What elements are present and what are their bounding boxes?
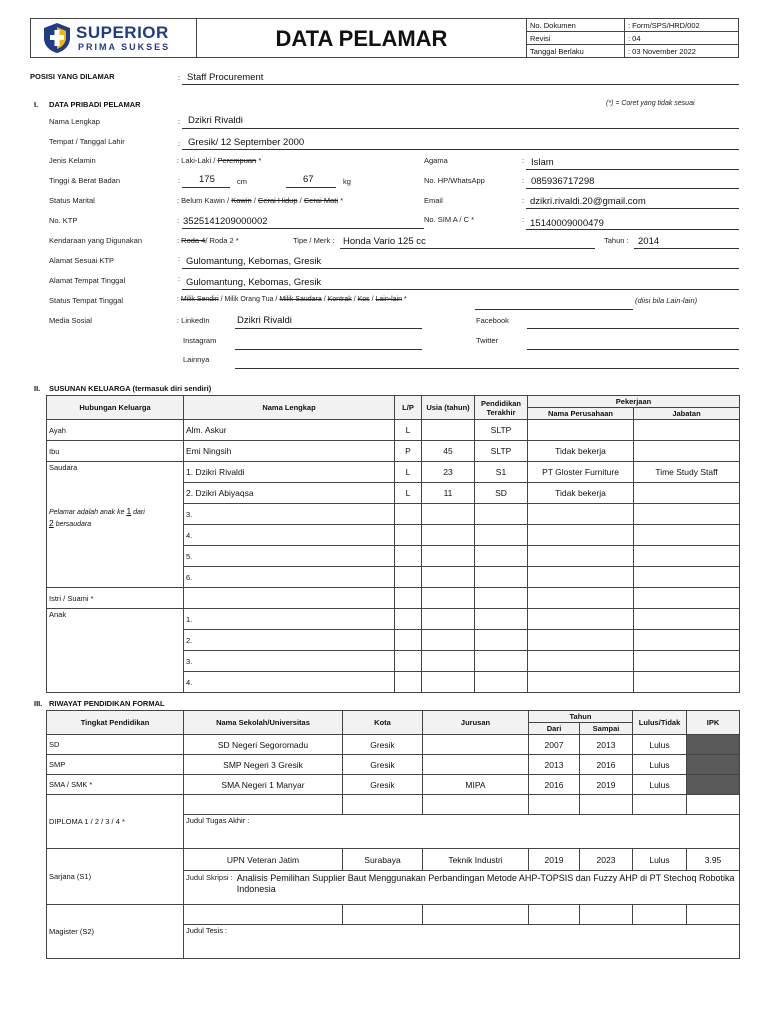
skripsi-cell [184,871,740,905]
kota-cell: Gresik [343,735,423,755]
doc-info-table [526,18,739,58]
logo-text-prima: PRIMA SUKSES [78,42,171,52]
stt-option-struck: Kontrak [327,296,352,303]
ipk-cell-shaded [687,755,740,775]
pend-cell [475,588,528,609]
hp-label: No. HP/WhatsApp [424,176,485,185]
ig-label: Instagram [183,336,217,345]
kota-cell: Surabaya [343,849,423,871]
doc-key: Tanggal Berlaku [527,45,625,58]
colon: : [178,139,181,148]
th-perusahaan: Nama Perusahaan [528,408,634,420]
per-cell [528,567,634,588]
lulus-cell [633,905,687,925]
dari-cell [529,795,580,815]
per-cell: Tidak bekerja [528,441,634,462]
kend-option: / Roda 2 * [205,236,239,245]
sm-option: Belum Kawin / [181,196,230,205]
berat-line [286,187,336,188]
fb-label: Facebook [476,316,509,325]
lulus-cell: Lulus [633,849,687,871]
jab-cell [634,525,740,546]
lp-cell [395,546,422,567]
tipe-line [340,248,595,249]
pend-cell [475,525,528,546]
kota-cell: Gresik [343,755,423,775]
sim-label: No. SIM A / C * [424,215,475,224]
table-row [47,755,740,775]
ms-label: Media Sosial [49,316,92,325]
per-cell [528,420,634,441]
tb-label: Tinggi & Berat Badan [49,176,121,185]
th-jurusan: Jurusan [423,711,529,735]
jurusan-cell: MIPA [423,775,529,795]
table-row [47,905,740,925]
jab-cell [634,651,740,672]
pend-cell [475,504,528,525]
tw-label: Twitter [476,336,499,345]
th-lp: L/P [395,396,422,420]
jab-cell [634,546,740,567]
nama-cell: 6. [184,567,395,588]
sekolah-cell: SMP Negeri 3 Gresik [184,755,343,775]
lp-cell [395,525,422,546]
kota-cell [343,905,423,925]
tingkat-cell: SMA / SMK * [47,775,184,795]
th-dari: Dari [529,723,580,735]
sep: / [353,296,356,303]
aktp-value: Gulomantung, Kebomas, Gresik [186,256,322,267]
sim-value: 15140009000479 [530,218,604,229]
hp-line [526,188,739,189]
usia-cell: 23 [422,462,475,483]
berat-value: 67 [303,174,314,185]
dari-cell: 2007 [529,735,580,755]
lp-cell [395,651,422,672]
asterisk: * [340,196,344,205]
saudara-label: Saudara [49,463,78,472]
th-sampai: Sampai [580,723,633,735]
usia-cell [422,609,475,630]
jurusan-cell [423,735,529,755]
sampai-cell: 2019 [580,775,633,795]
section-2-title: SUSUNAN KELUARGA (termasuk diri sendiri) [49,384,212,393]
jab-cell [634,504,740,525]
usia-cell: 45 [422,441,475,462]
tipe-value: Honda Vario 125 cc [343,236,426,247]
lp-cell: L [395,462,422,483]
sm-option-struck: Cerai Hidup [257,196,298,205]
per-cell [528,546,634,567]
lp-cell [395,672,422,693]
colon: : [178,117,181,126]
fb-line [527,328,739,329]
agama-line [526,169,739,170]
kota-cell: Gresik [343,775,423,795]
family-table [46,395,740,693]
sep: / [253,196,256,205]
tipe-label: Tipe / Merk : [293,236,335,245]
company-logo [42,22,72,54]
ipk-cell [687,795,740,815]
education-table [46,710,740,959]
stt-note: (diisi bila Lain-lain) [635,296,698,305]
th-lulus: Lulus/Tidak [633,711,687,735]
th-jabatan: Jabatan [634,408,740,420]
tinggi-line [182,187,230,188]
stt-label: Status Tempat Tinggal [49,296,124,305]
th-kota: Kota [343,711,423,735]
dari-value: 2 [49,518,54,528]
stt-value: : Milik Sendiri / Milik Orang Tua / Milik Saudara / Kontrak / Kos / Lain-lain * [177,296,407,303]
per-cell [528,525,634,546]
stt-option-struck: Lain-lain [375,296,402,303]
aktp-line [182,268,739,269]
jk-label: Jenis Kelamin [49,156,96,165]
jk-option: Laki-Laki / [181,156,216,165]
sekolah-cell: SD Negeri Segoromadu [184,735,343,755]
sekolah-cell: SMA Negeri 1 Manyar [184,775,343,795]
sekolah-cell: UPN Veteran Jatim [184,849,343,871]
email-value: dzikri.rivaldi.20@gmail.com [530,196,646,207]
usia-cell [422,567,475,588]
ig-line [235,349,422,350]
th-sekolah: Nama Sekolah/Universitas [184,711,343,735]
colon: : [522,196,525,205]
th-pekerjaan: Pekerjaan [528,396,740,408]
kend-value: : Roda 4/ Roda 2 * [177,236,239,245]
sm-option-struck: Kawin [231,196,252,205]
colon: : [522,156,525,165]
agama-label: Agama [424,156,448,165]
ipk-cell-shaded [687,735,740,755]
bersaudara-text: bersaudara [55,521,92,528]
section-3-title: RIWAYAT PENDIDIKAN FORMAL [49,699,165,708]
colon: : [522,176,525,185]
usia-cell [422,504,475,525]
jurusan-cell [423,755,529,775]
sampai-cell: 2023 [580,849,633,871]
diploma-cell: DIPLOMA 1 / 2 / 3 / 4 * [47,795,184,849]
stt-option-struck: Milik Saudara [279,296,322,303]
lp-cell: L [395,420,422,441]
skripsi-label: Judul Skripsi : [186,873,233,882]
tugas-akhir-cell: Judul Tugas Akhir : [184,815,740,849]
lulus-cell: Lulus [633,755,687,775]
page-title: DATA PELAMAR [275,26,448,51]
lp-cell: L [395,483,422,504]
section-1-number: I. [34,100,39,109]
dari-cell: 2013 [529,755,580,775]
per-cell [528,672,634,693]
ipk-cell-shaded [687,775,740,795]
th-nama: Nama Lengkap [184,396,395,420]
usia-cell [422,525,475,546]
th-pend: Pendidikan Terakhir [475,396,528,420]
nama-cell: 3. [184,651,395,672]
istri-cell: Istri / Suami * [47,588,184,609]
sampai-cell: 2013 [580,735,633,755]
pend-cell [475,546,528,567]
colon: : [178,254,181,263]
agama-value: Islam [531,157,554,168]
jk-option-struck: Perempuan [217,156,257,165]
anakke-text: Pelamar adalah anak ke [49,509,125,516]
nama-label: Nama Lengkap [49,117,100,126]
tinggi-value: 175 [199,174,215,185]
s1-cell: Sarjana (S1) [47,849,184,905]
saudara-cell [47,462,184,588]
th-hub: Hubungan Keluarga [47,396,184,420]
per-cell [528,504,634,525]
li-text: LinkedIn [181,316,210,325]
sampai-cell [580,795,633,815]
nama-cell: 1. Dzikri Rivaldi [184,462,395,483]
colon: : [178,176,181,185]
usia-cell [422,420,475,441]
sep: / [371,296,374,303]
th-tingkat: Tingkat Pendidikan [47,711,184,735]
li-value: Dzikri Rivaldi [237,315,292,326]
ipk-cell [687,905,740,925]
nama-cell: Emi Ningsih [184,441,395,462]
tingkat-cell: SMP [47,755,184,775]
kg-unit: kg [343,177,351,186]
ttl-label: Tempat / Tanggal Lahir [49,137,125,146]
per-cell: Tidak bekerja [528,483,634,504]
ktp-line [182,228,424,229]
lulus-cell: Lulus [633,735,687,755]
stt-option-struck: Kos [357,296,370,303]
nama-cell: Alm. Askur [184,420,395,441]
sampai-cell [580,905,633,925]
sim-line [526,229,739,230]
ttl-value: Gresik/ 12 September 2000 [188,137,305,148]
nama-cell: 2. [184,630,395,651]
pend-cell: S1 [475,462,528,483]
pend-cell [475,672,528,693]
per-cell [528,609,634,630]
doc-key: No. Dokumen [527,19,625,32]
jk-value: : Laki-Laki / Perempuan * [177,156,262,165]
jab-cell [634,441,740,462]
nama-cell: 5. [184,546,395,567]
section-2-number: II. [34,384,41,393]
asterisk: * [403,296,407,303]
logo-text-superior: SUPERIOR [76,23,169,42]
aktp-label: Alamat Sesuai KTP [49,256,115,265]
th-tahun: Tahun [529,711,633,723]
lp-cell [395,504,422,525]
jurusan-cell [423,905,529,925]
att-value: Gulomantung, Kebomas, Gresik [186,277,322,288]
lulus-cell: Lulus [633,775,687,795]
sm-value: : Belum Kawin / Kawin / Cerai Hidup / Cerai Mati * [177,196,344,205]
section-1-note: (*) = Coret yang tidak sesuai [606,100,695,107]
table-row [47,588,740,609]
th-ipk: IPK [687,711,740,735]
li-line [235,328,422,329]
email-label: Email [424,196,443,205]
usia-cell [422,546,475,567]
pend-cell [475,609,528,630]
colon: : [178,73,181,82]
jab-cell [634,420,740,441]
ttl-line [182,149,739,150]
cm-unit: cm [237,177,247,186]
sm-label: Status Marital [49,196,95,205]
per-cell [528,630,634,651]
table-row [47,795,740,815]
jab-cell [634,609,740,630]
rel-cell: Ibu [47,441,184,462]
anak-cell: Anak [47,609,184,693]
ln-label: Lainnya [183,355,210,364]
ipk-cell: 3.95 [687,849,740,871]
ktp-label: No. KTP [49,216,78,225]
tahun-label: Tahun : [604,236,629,245]
nama-cell: 1. [184,609,395,630]
table-row [47,775,740,795]
nama-cell: 4. [184,672,395,693]
lp-cell [395,567,422,588]
usia-cell [422,651,475,672]
ktp-value: 3525141209000002 [183,216,268,227]
jab-cell [634,588,740,609]
section-3-number: III. [34,699,43,708]
rel-cell: Ayah [47,420,184,441]
dari-cell [529,905,580,925]
lulus-cell [633,795,687,815]
att-label: Alamat Tempat Tinggal [49,276,126,285]
sm-option-struck: Cerai Mati [303,196,338,205]
anakke-value: 1 [126,506,132,516]
email-line [526,208,739,209]
tw-line [527,349,739,350]
doc-val: : Form/SPS/HRD/002 [625,19,739,32]
jab-cell [634,567,740,588]
table-row [47,849,740,871]
tingkat-cell: SD [47,735,184,755]
nama-cell: 2. Dzikri Abiyaqsa [184,483,395,504]
hp-value: 085936717298 [531,176,595,187]
table-row [47,462,740,483]
dari-cell: 2019 [529,849,580,871]
pend-cell: SD [475,483,528,504]
tahun-line [634,248,739,249]
jab-cell: Time Study Staff [634,462,740,483]
nama-value: Dzikri Rivaldi [188,115,243,126]
posisi-label: POSISI YANG DILAMAR [30,72,115,81]
usia-cell [422,588,475,609]
usia-cell [422,630,475,651]
jab-cell [634,483,740,504]
pend-cell: SLTP [475,441,528,462]
sep: / [323,296,326,303]
nama-cell: 4. [184,525,395,546]
skripsi-value: Analisis Pemilihan Supplier Baut Menggunakan Perbandingan Metode AHP-TOPSIS dan Fuzzy AHP di PT Stechoq Robotika Indonesia [236,873,735,894]
tesis-cell: Judul Tesis : [184,925,740,959]
dari-text: dari [133,509,145,516]
stt-option: / Milik Orang Tua / [220,296,278,303]
kend-option-struck: Roda 4 [181,236,206,245]
att-line [182,289,739,290]
asterisk: * [258,156,262,165]
tahun-value: 2014 [638,236,660,247]
jab-cell [634,672,740,693]
jab-cell [634,630,740,651]
jurusan-cell: Teknik Industri [423,849,529,871]
li-label: : LinkedIn [177,316,210,325]
posisi-line [182,84,739,85]
th-usia: Usia (tahun) [422,396,475,420]
colon: : [177,216,180,225]
section-1-title: DATA PRIBADI PELAMAR [49,100,141,109]
per-cell [528,651,634,672]
stt-other-line [475,309,633,310]
sekolah-cell [184,795,343,815]
pend-cell [475,651,528,672]
sep: / [299,196,302,205]
jurusan-cell [423,795,529,815]
posisi-value: Staff Procurement [187,72,264,83]
anak-ke-text [49,506,181,530]
per-cell: PT Gloster Furniture [528,462,634,483]
colon: : [178,274,181,283]
colon: : [522,215,525,224]
sekolah-cell [184,905,343,925]
usia-cell [422,672,475,693]
lp-cell [395,630,422,651]
lp-cell [395,588,422,609]
nama-line [182,128,739,129]
nama-cell [184,588,395,609]
table-row [47,609,740,630]
dari-cell: 2016 [529,775,580,795]
doc-val: : 03 November 2022 [625,45,739,58]
table-row [47,735,740,755]
pend-cell [475,567,528,588]
lp-cell [395,609,422,630]
lp-cell: P [395,441,422,462]
table-row [47,441,740,462]
kota-cell [343,795,423,815]
table-row [47,420,740,441]
stt-option-struck: Milik Sendiri [180,296,219,303]
pend-cell [475,630,528,651]
doc-key: Revisi [527,32,625,45]
sampai-cell: 2016 [580,755,633,775]
nama-cell: 3. [184,504,395,525]
pend-cell: SLTP [475,420,528,441]
s2-cell: Magister (S2) [47,905,184,959]
doc-val: : 04 [625,32,739,45]
kend-label: Kendaraan yang Digunakan [49,236,142,245]
usia-cell: 11 [422,483,475,504]
per-cell [528,588,634,609]
ln-line [235,368,739,369]
